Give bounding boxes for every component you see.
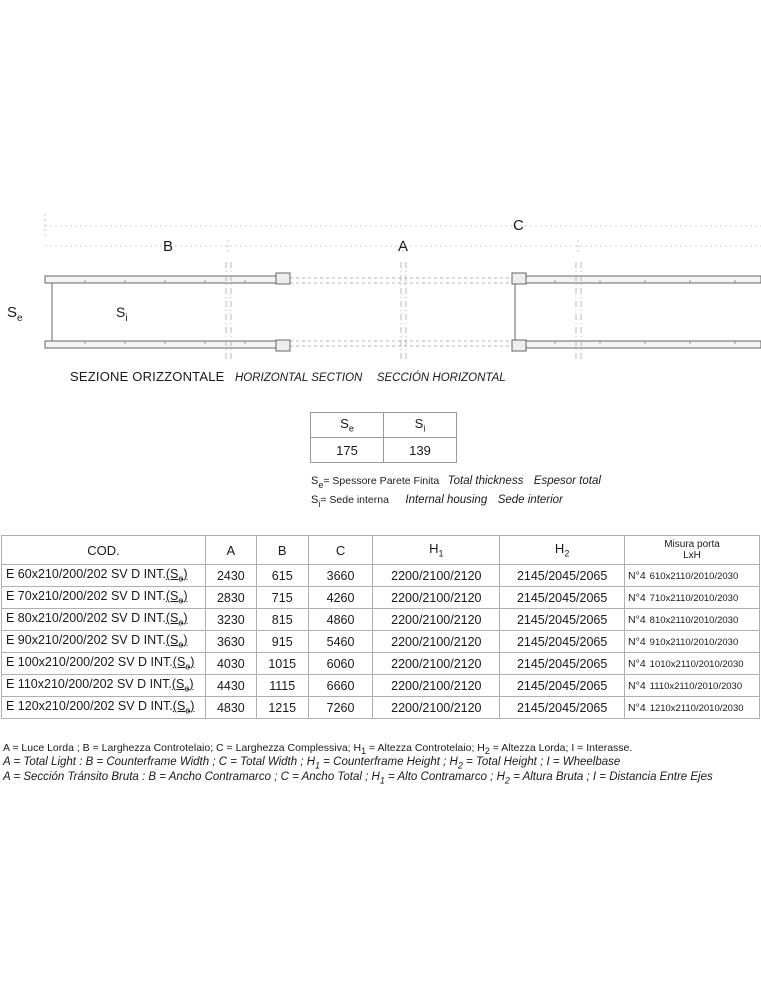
thickness-table	[310, 412, 457, 463]
cell-cod: E 70x210/200/202 SV D $INT.(S_e)$	[2, 587, 206, 609]
cell-cod: E 60x210/200/202 SV D $INT.(S_e)$	[2, 565, 206, 587]
dimension-b-label: B	[163, 238, 174, 255]
cell-c: 6060	[308, 653, 373, 675]
cell-h2: 2145/2045/2065	[500, 565, 625, 587]
header-a: A	[205, 536, 256, 565]
thickness-legend	[311, 473, 601, 511]
header-misura: Misura porta LxH	[625, 536, 760, 565]
cell-a: 2430	[205, 565, 256, 587]
section-title: SEZIONE ORIZZONTALE HORIZONTAL SECTION SECCIÓN HORIZONTAL	[70, 369, 506, 384]
cell-a: 2830	[205, 587, 256, 609]
cell-cod: E 120x210/200/202 SV D $INT.(S_e)$	[2, 697, 206, 719]
legend-english: A = Total Light : B = Counterframe Width ; C = Total Width ; $H_1$ = Counterframe Height ; $H_2$ = Total Height ; I = Wheelbase	[3, 756, 621, 771]
cell-c: 3660	[308, 565, 373, 587]
thickness-value-se: 175	[311, 438, 384, 463]
thickness-value-si: 139	[384, 438, 457, 463]
cell-cod: E 100x210/200/202 SV D $INT.(S_e)$	[2, 653, 206, 675]
cell-b: 1015	[256, 653, 308, 675]
cell-b: 915	[256, 631, 308, 653]
cell-cod: E 90x210/200/202 SV D $INT.(S_e)$	[2, 631, 206, 653]
thickness-header-si: $S_i$	[384, 413, 457, 438]
cell-misura: N°4 810x2110/2010/2030	[625, 609, 760, 631]
cell-a: 3630	[205, 631, 256, 653]
table-row	[2, 653, 760, 675]
cell-a: 4430	[205, 675, 256, 697]
cell-a: 4030	[205, 653, 256, 675]
table-row	[2, 675, 760, 697]
header-b: B	[256, 536, 308, 565]
cell-h1: 2200/2100/2120	[373, 565, 500, 587]
cell-h2: 2145/2045/2065	[500, 609, 625, 631]
cell-h2: 2145/2045/2065	[500, 587, 625, 609]
cell-h1: 2200/2100/2120	[373, 675, 500, 697]
header-h1: $H_1$	[373, 536, 500, 565]
header-h2: $H_2$	[500, 536, 625, 565]
cell-b: 715	[256, 587, 308, 609]
thickness-legend-row: $S_e=$ Spessore Parete Finita Total thickness Espesor total	[311, 475, 601, 491]
table-header-row	[2, 536, 760, 565]
cell-cod: E 80x210/200/202 SV D $INT.(S_e)$	[2, 609, 206, 631]
table-row	[2, 609, 760, 631]
cell-misura: N°4 1110x2110/2010/2030	[625, 675, 760, 697]
header-c: C	[308, 536, 373, 565]
cell-b: 615	[256, 565, 308, 587]
cell-h1: 2200/2100/2120	[373, 653, 500, 675]
cell-misura: N°4 1010x2110/2010/2030	[625, 653, 760, 675]
table-row	[2, 587, 760, 609]
bolt-marks	[85, 280, 735, 344]
cell-cod: E 110x210/200/202 SV D $INT.(S_e)$	[2, 675, 206, 697]
cell-a: 4830	[205, 697, 256, 719]
cell-h2: 2145/2045/2065	[500, 675, 625, 697]
cell-b: 1215	[256, 697, 308, 719]
cell-b: 815	[256, 609, 308, 631]
cell-misura: N°4 710x2110/2010/2030	[625, 587, 760, 609]
cell-h2: 2145/2045/2065	[500, 631, 625, 653]
legend-italian: A = Luce Lorda ; B = Larghezza Controtelaio; C = Larghezza Complessiva; H1 = Altezza Controtelaio; H2 = Altezza Lorda; I = Interasse.	[3, 742, 633, 757]
cell-c: 6660	[308, 675, 373, 697]
cell-misura: N°4 610x2110/2010/2030	[625, 565, 760, 587]
right-frame-section	[512, 273, 761, 351]
cell-h2: 2145/2045/2065	[500, 697, 625, 719]
header-cod: COD.	[2, 536, 206, 565]
dimensions-table	[1, 535, 760, 719]
left-frame-section	[45, 273, 290, 351]
thickness-legend-row: $S_i=$ Sede interna Internal housing Sede interior	[311, 494, 563, 510]
table-row	[2, 631, 760, 653]
cell-h1: 2200/2100/2120	[373, 609, 500, 631]
si-side-label: $S_i$	[116, 304, 128, 324]
cell-h2: 2145/2045/2065	[500, 653, 625, 675]
dimension-c-line	[45, 214, 761, 236]
cell-b: 1115	[256, 675, 308, 697]
dimension-c-label: C	[513, 217, 524, 234]
cell-c: 5460	[308, 631, 373, 653]
horizontal-section-drawing	[0, 0, 761, 400]
thickness-header-se: $S_e$	[311, 413, 384, 438]
dimension-a-label: A	[398, 238, 409, 255]
cell-h1: 2200/2100/2120	[373, 697, 500, 719]
table-row	[2, 565, 760, 587]
legend-spanish: A = Sección Tránsito Bruta : B = Ancho Contramarco ; C = Ancho Total ; $H_1$ = Alto Contramarco ; $H_2$ = Altura Bruta ; I = Distancia Entre Ejes	[3, 771, 713, 786]
cell-h1: 2200/2100/2120	[373, 631, 500, 653]
table-row	[2, 697, 760, 719]
se-side-label: $S_e$	[7, 304, 23, 324]
cell-c: 7260	[308, 697, 373, 719]
cell-a: 3230	[205, 609, 256, 631]
cell-c: 4860	[308, 609, 373, 631]
cell-h1: 2200/2100/2120	[373, 587, 500, 609]
cell-misura: N°4 1210x2110/2010/2030	[625, 697, 760, 719]
cell-misura: N°4 910x2110/2010/2030	[625, 631, 760, 653]
cell-c: 4260	[308, 587, 373, 609]
